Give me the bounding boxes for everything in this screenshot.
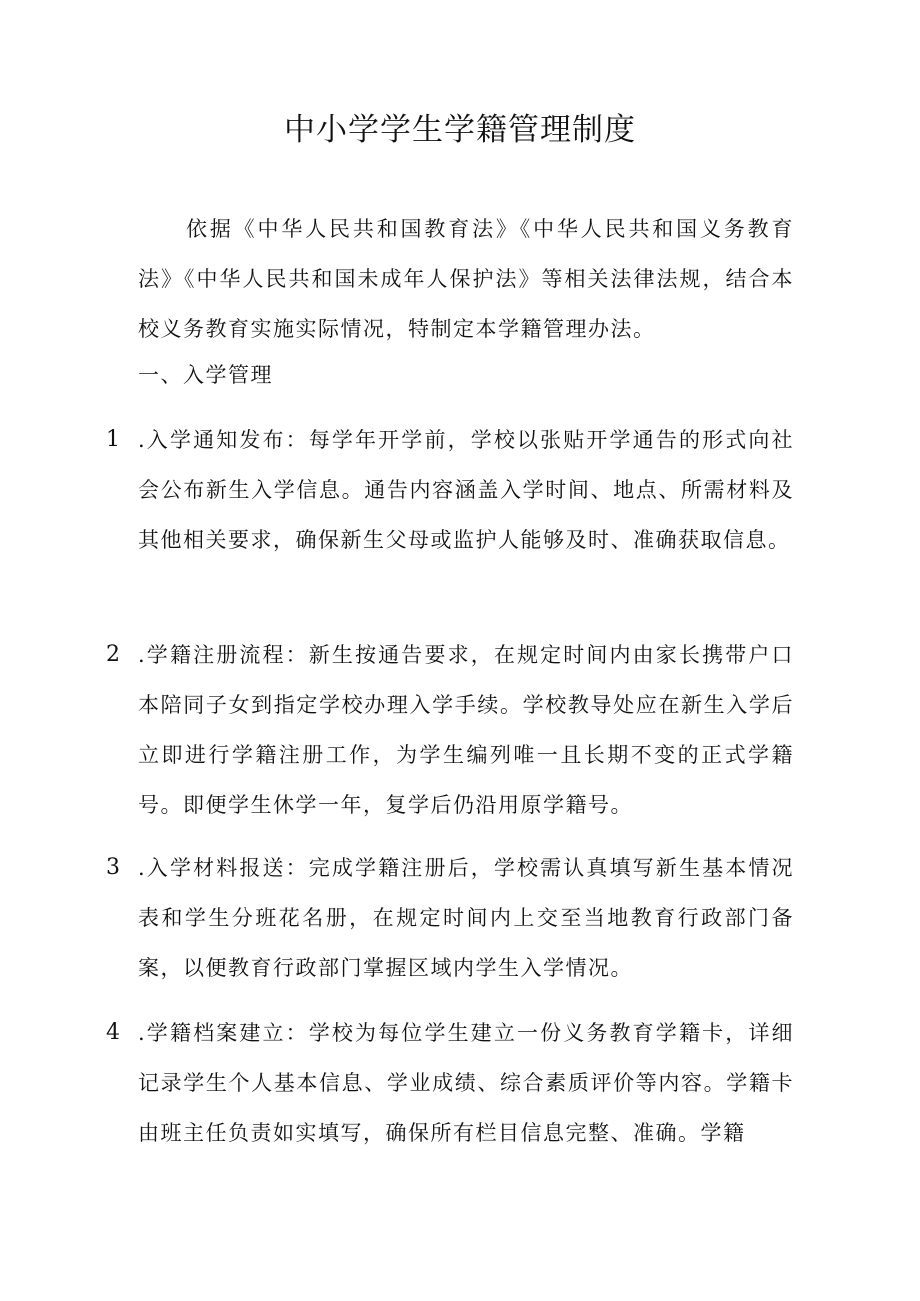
list-item-text: .学籍注册流程：新生按通告要求，在规定时间内由家长携带户口本陪同子女到指定学校办理入学手续。学校教导处应在新生入学后立即进行学籍注册工作，为学生编列唯一且长期不变的正式学籍号。即便学生休学一年，复学后仍沿用原学籍号。: [138, 643, 794, 817]
intro-paragraph: 依据《中华人民共和国教育法》《中华人民共和国义务教育法》《中华人民共和国未成年人保护法》等相关法律法规，结合本校义务教育实施实际情况，特制定本学籍管理办法。: [138, 217, 794, 341]
list-item: [106, 843, 794, 993]
list-item-text: .入学通知发布：每学年开学前，学校以张贴开学通告的形式向社会公布新生入学信息。通告内容涵盖入学时间、地点、所需材料及其他相关要求，确保新生父母或监护人能够及时、准确获取信息。: [138, 428, 794, 552]
list-item-number: 3: [106, 855, 120, 880]
list-item-number: 4: [106, 1020, 120, 1045]
document-title: 中小学学生学籍管理制度: [284, 112, 636, 148]
list-item: [106, 630, 794, 830]
list-item-number: 1: [106, 427, 120, 452]
list-item-number: 2: [106, 642, 120, 667]
list-item: [106, 415, 794, 565]
list-item-text: .学籍档案建立：学校为每位学生建立一份义务教育学籍卡，详细记录学生个人基本信息、学业成绩、综合素质评价等内容。学籍卡由班主任负责如实填写，确保所有栏目信息完整、准确。学籍: [138, 1021, 794, 1145]
list-item: [106, 1008, 794, 1158]
section-heading-admission: 一、入学管理: [138, 363, 273, 387]
list-item-text: .入学材料报送：完成学籍注册后，学校需认真填写新生基本情况表和学生分班花名册，在规定时间内上交至当地教育行政部门备案，以便教育行政部门掌握区域内学生入学情况。: [138, 856, 794, 980]
